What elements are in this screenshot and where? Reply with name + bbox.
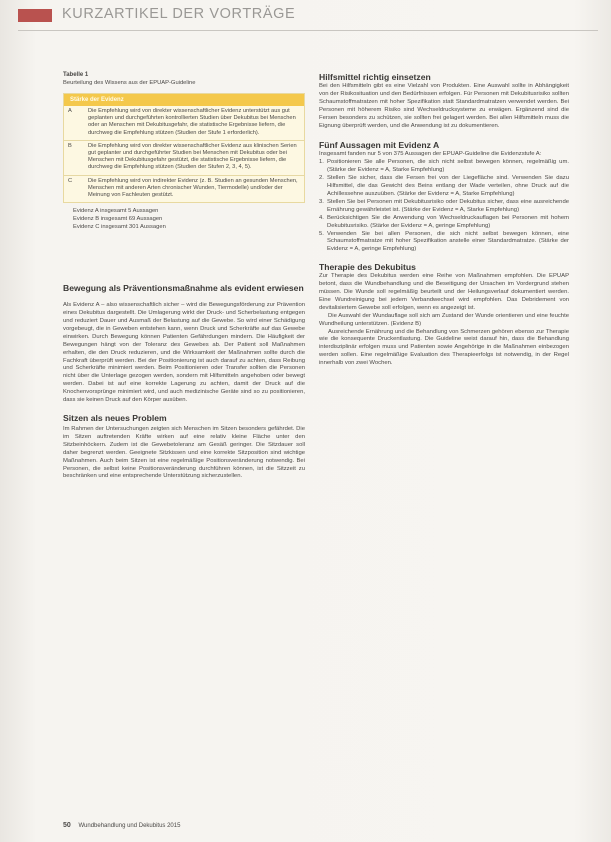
body-paragraph: Im Rahmen der Untersuchungen zeigten sich Menschen im Sitzen besonders gefährdet. Die im Sitzen auftretenden Kräfte wirken auf eine relativ kleine Fläche unter den Sitzbeinhöckern. Zudem ist die Gewebetoleranz am Gesäß geringer. Die Sitzdauer soll daher begrenzt werden. Geeignete Sitzkissen und eine korrekte Sitzposition sind wichtige Maßnahmen. Auch beim Sitzen ist eine regelmäßige Positionsveränderung notwendig. Bei Personen, die selbst keine Positionsveränderung durchführen können, ist die Sitzzeit zu beschränken und eine entsprechende Unterstützung sicherzustellen. — [63, 426, 305, 480]
list-text: Stellen Sie bei Personen mit Dekubitusrisiko oder Dekubitus sicher, dass eine ausreichende Ernährung gewährleistet ist. (Stärke der Evidenz = A, Starke Empfehlung) — [327, 198, 569, 213]
section-heading: Hilfsmittel richtig einsetzen — [319, 72, 431, 82]
row-letter: C — [68, 177, 73, 184]
list-number: 4. — [319, 214, 324, 221]
row-text: Die Empfehlung wird von indirekter Evidenz (z. B. Studien an gesunden Menschen, Menschen mit anderen Arten chronischer Wunden, Tiermodelle) und/oder der Meinung von Fachleuten gestützt. — [88, 177, 298, 199]
body-paragraph: Zur Therapie des Dekubitus werden eine Reihe von Maßnahmen empfohlen. Die EPUAP betont, dass die Wundbehandlung und die Beseitigung der Ursachen im Vordergrund stehen müssen. Die Wunde soll regelmäßig beurteilt und der Heilungsverlauf dokumentiert werden. Eine Wundreinigung bei jedem Verbandwechsel wird empfohlen. Das Debridement von devitalisiertem Gewebe soll erfolgen, wenn es angezeigt ist. — [319, 273, 569, 311]
body-paragraph: Als Evidenz A – also wissenschaftlich sicher – wird die Bewegungsförderung zur Prävention eines Dekubitus dargestellt. Die Umlagerung wirkt der Druck- und Scherbelastung entgegen und reduziert Dauer und Ausmaß der Belastung auf die Gewebe. So wird einer Schädigung vorgebeugt, die in Geweben entstehen kann, wenn Druck und Scherkräfte auf das Gewebe einwirken. Durch Bewegung können Patienten Gefährdungen mindern. Die Häufigkeit der Bewegungen hängt von der Toleranz des Gewebes ab. Der Patient soll Maßnahmen erhalten, die den Druck reduzieren, und die Wirksamkeit der Maßnahmen sollte durch die Fachkraft überprüft werden. Bei der Positionierung ist auch darauf zu achten, dass Reibung und Scherkräfte minimiert werden. Beim Positionieren oder Transfer sollten die Personen nicht über die Unterlage gezogen werden, sondern mit Hilfsmitteln angehoben oder bewegt werden. Dabei ist auf eine korrekte Lagerung zu achten, damit der Druck auf die Knochenvorsprünge minimiert wird, und auch medizinische Geräte sind so zu positionieren, dass sie keinen Druck auf den Körper ausüben. — [63, 302, 305, 404]
list-item — [319, 175, 569, 199]
evidence-table — [63, 93, 305, 203]
right-column — [319, 72, 569, 368]
list-item — [319, 159, 569, 175]
row-text: Die Empfehlung wird von direkter wissenschaftlicher Evidenz unterstützt aus gut geplanten und durchgeführten kontrollierten Studien über Dekubitus bei Menschen oder an Menschen mit Dekubitusgefahr, die statistische Ergebnisse liefern, die durchweg die Empfehlung stützen (Studien der Stufe 1 erforderlich). — [88, 108, 296, 136]
list-number: 5. — [319, 230, 324, 237]
body-paragraph: Insgesamt fanden nur 5 von 375 Aussagen der EPUAP-Guideline die Evidenzstufe A: — [319, 151, 542, 158]
row-letter: B — [68, 142, 72, 149]
section-heading: Sitzen als neues Problem — [63, 413, 167, 424]
count-line: Evidenz B insgesamt 69 Aussagen — [73, 216, 163, 223]
body-paragraph: Bei den Hilfsmitteln gibt es eine Vielzahl von Produkten. Eine Auswahl sollte in Abhängigkeit von der Risikosituation und den Bedürfnissen erfolgen. Für Personen mit Dekubitusrisiko sollten Schaumstoffmatratzen mit hoher Spezifikation statt Standardmatratzen verwendet werden. Bei Personen mit höherem Risiko sind Wechseldrucksysteme zu erwägen. Ergänzend sind die Fersen besonders zu schützen, sie sollten frei gelagert werden. Bei allen Hilfsmitteln muss die Eignung überprüft werden, und die Anwendung ist zu dokumentieren. — [319, 83, 569, 129]
page-footer — [63, 822, 180, 829]
header-rule — [18, 30, 598, 31]
list-text: Verwenden Sie bei allen Personen, die sich nicht selbst bewegen können, eine Schaumstoffmatratze mit hoher Spezifikation anstelle einer Standardmatratze. (Stärke der Evidenz = A, geringe Empfehlung) — [327, 230, 569, 253]
evidence-counts — [63, 207, 305, 231]
body-paragraph: Ausreichende Ernährung und die Behandlung von Schmerzen gehören ebenso zur Therapie wie die konsequente Druckentlastung. Die Guideline weist darauf hin, dass die Behandlung interdisziplinär erfolgen muss und Patienten sowie Angehörige in die Maßnahmen einbezogen werden sollen. Eine regelmäßige Evaluation des Therapieerfolgs ist notwendig, in der Regel innerhalb von zwei Wochen. — [319, 328, 569, 367]
list-text: Stellen Sie sicher, dass die Fersen frei von der Liegefläche sind. Verwenden Sie dazu Hilfsmittel, die das Gewicht des Beins entlang der Wade verteilen, ohne Druck auf die Achillessehne auszuüben. (Stärke der Evidenz = A, Starke Empfehlung) — [327, 175, 569, 197]
left-column — [63, 72, 305, 481]
list-number: 1. — [319, 159, 324, 166]
count-line: Evidenz A insgesamt 5 Aussagen — [73, 208, 159, 215]
table-caption-subtitle: Beurteilung des Wissens aus der EPUAP-Guideline — [63, 79, 196, 86]
count-line: Evidenz C insgesamt 301 Aussagen — [73, 224, 166, 231]
journal-name: Wundbehandlung und Dekubitus 2015 — [78, 823, 181, 829]
list-item — [319, 199, 569, 215]
header-title: KURZARTIKEL DER VORTRÄGE — [62, 6, 296, 22]
list-number: 2. — [319, 175, 324, 182]
table-row — [64, 141, 304, 176]
page-number: 50 — [63, 822, 71, 829]
list-text: Berücksichtigen Sie die Anwendung von Wechseldruckauflagen bei Personen mit hohem Dekubitusrisiko. (Stärke der Evidenz = A, geringe Empfehlung) — [327, 214, 569, 229]
section-heading: Therapie des Dekubitus — [319, 262, 416, 273]
row-text: Die Empfehlung wird von direkter wissenschaftlicher Evidenz aus klinischen Serien gut geplanter und durchgeführter Studien bei Menschen mit Dekubitus oder bei Menschen mit Dekubitusgefahr gestützt, die statistische Ergebnisse liefern, die durchweg die Empfehlung stützen (Studien der Stufen 2, 3, 4, 5). — [88, 142, 297, 171]
section-heading: Bewegung als Präventionsmaßnahme als evident erwiesen — [63, 283, 304, 294]
list-text: Positionieren Sie alle Personen, die sich nicht selbst bewegen können, regelmäßig um. (Stärke der Evidenz = A, Starke Empfehlung) — [327, 159, 569, 174]
row-letter: A — [68, 108, 72, 114]
table-caption-title: Tabelle 1 — [63, 72, 89, 78]
evidence-table-header: Stärke der Evidenz — [64, 94, 304, 106]
section-heading: Fünf Aussagen mit Evidenz A — [319, 140, 440, 151]
list-number: 3. — [319, 198, 324, 205]
table-row — [64, 176, 304, 203]
header-accent-bar — [18, 9, 52, 22]
table-row — [64, 106, 304, 141]
list-item — [319, 215, 569, 231]
body-paragraph: Die Auswahl der Wundauflage soll sich am Zustand der Wunde orientieren und eine feuchte Wundheilung unterstützen. (Evidenz B) — [319, 312, 569, 327]
list-item — [319, 231, 569, 255]
